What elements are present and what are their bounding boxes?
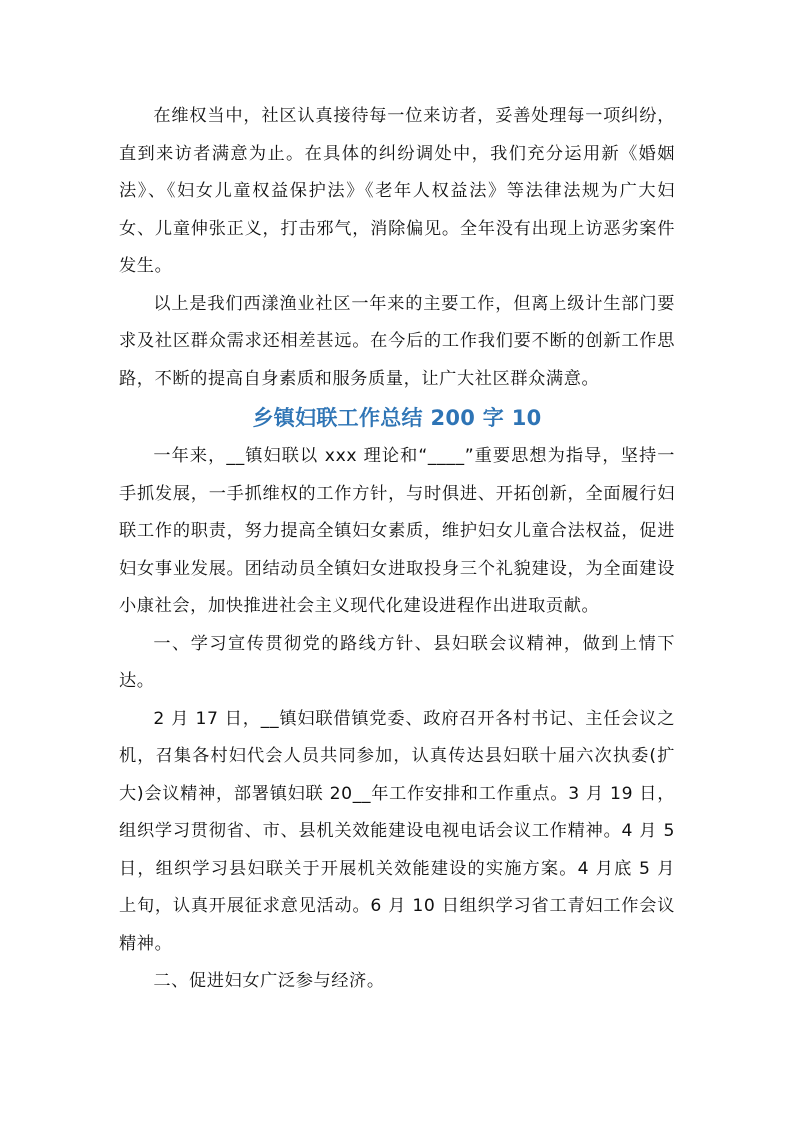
section-heading: 乡镇妇联工作总结 200 字 10 (252, 406, 542, 430)
paragraph-item-two-title: 二、促进妇女广泛参与经济。 (153, 971, 385, 991)
paragraph-summary: 以上是我们西漾渔业社区一年来的主要工作，但离上级计生部门要求及社区群众需求还相差甚远。在今后的工作我们要不断的创新工作思路，不断的提高自身素质和服务质量，让广大社区群众满意。 (119, 293, 675, 389)
paragraph-item-one-title: 一、学习宣传贯彻党的路线方针、县妇联会议精神，做到上情下达。 (119, 633, 675, 691)
paragraph-item-one-body: 2 月 17 日，__镇妇联借镇党委、政府召开各村书记、主任会议之机，召集各村妇代会人员共同参加，认真传达县妇联十届六次执委(扩大)会议精神，部署镇妇联 20__年工作安排和工作重点。3 月 19 日，组织学习贯彻省、市、县机关效能建设电视电话会议工作精神。4 月 5 日，组织学习县妇联关于开展机关效能建设的实施方案。4 月底 5 月上旬，认真开展征求意见活动。6 月 10 日组织学习省工青妇工作会议精神。 (119, 708, 675, 954)
paragraph-intro: 一年来，__镇妇联以 xxx 理论和“____”重要思想为指导，坚持一手抓发展，一手抓维权的工作方针，与时俱进、开拓创新，全面履行妇联工作的职责，努力提高全镇妇女素质，维护妇女儿童合法权益，促进妇女事业发展。团结动员全镇妇女进取投身三个礼貌建设，为全面建设小康社会，加快推进社会主义现代化建设进程作出进取贡献。 (119, 446, 675, 616)
document-page (119, 98, 675, 1001)
paragraph-mediation: 在维权当中，社区认真接待每一位来访者，妥善处理每一项纠纷，直到来访者满意为止。在具体的纠纷调处中，我们充分运用新《婚姻法》、《妇女儿童权益保护法》《老年人权益法》等法律法规为广大妇女、儿童伸张正义，打击邪气，消除偏见。全年没有出现上访恶劣案件发生。 (119, 106, 675, 276)
